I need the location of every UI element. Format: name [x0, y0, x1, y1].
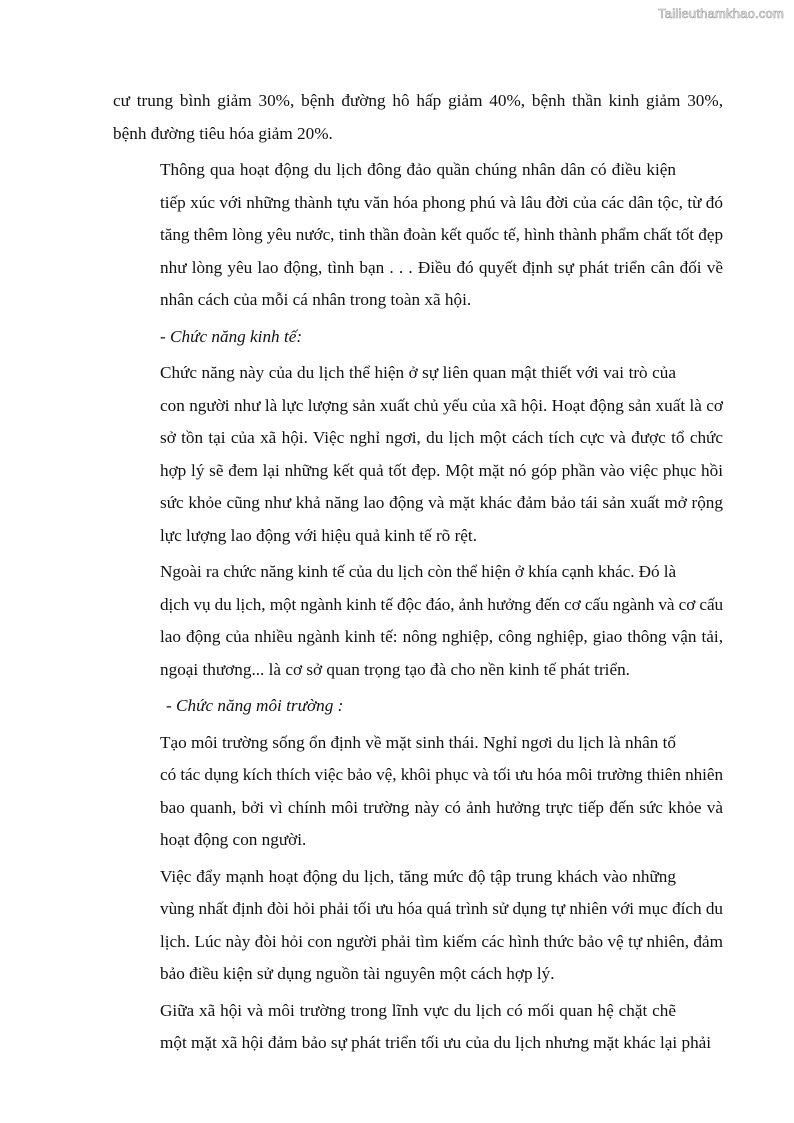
text-line: nhân cách của mỗi cá nhân trong toàn xã hội. — [160, 290, 472, 309]
text-line: - Chức năng môi trường : — [166, 696, 344, 715]
text-line: hoạt động con người. — [160, 830, 307, 849]
text-line: ngoại thương... là cơ sở quan trọng tạo đà cho nền kinh tế phát triển. — [160, 659, 630, 679]
body-paragraph — [113, 556, 723, 686]
text-line: lực lượng lao động với hiệu quả kinh tế rõ rệt. — [160, 525, 477, 545]
text-line: lịch. Lúc này đòi hỏi con người phải tìm kiếm các hình thức bảo vệ tự nhiên, đảm — [160, 931, 723, 951]
body-paragraph — [113, 727, 723, 857]
text-line: bảo điều kiện sử dụng nguồn tài nguyên một cách hợp lý. — [160, 964, 555, 983]
text-line: vùng nhất định đòi hỏi phải tối ưu hóa quá trình sử dụng tự nhiên với mục đích du — [160, 899, 723, 918]
body-paragraph — [113, 861, 723, 991]
text-line: cư trung bình giảm 30%, bệnh đường hô hấp giảm 40%, bệnh thần kinh giảm 30%, — [113, 91, 723, 110]
text-line: dịch vụ du lịch, một ngành kinh tế độc đáo, ảnh hưởng đến cơ cấu ngành và cơ cấu — [160, 594, 723, 614]
text-line: sở tồn tại của xã hội. Việc nghỉ ngơi, du lịch một cách tích cực và được tổ chức — [160, 428, 723, 447]
text-line: Việc đẩy mạnh hoạt động du lịch, tăng mức độ tập trung khách vào những — [160, 866, 676, 886]
text-line: như lòng yêu lao động, tình bạn . . . Điều đó quyết định sự phát triển cân đối về — [160, 257, 723, 277]
text-line: hợp lý sẽ đem lại những kết quả tốt đẹp. Một mặt nó góp phần vào việc phục hồi — [160, 460, 723, 480]
text-line: bao quanh, bởi vì chính môi trường này có ảnh hưởng trực tiếp đến sức khỏe và — [160, 797, 723, 817]
section-heading — [113, 321, 723, 354]
text-line: - Chức năng kinh tế: — [160, 326, 303, 346]
text-line: có tác dụng kích thích việc bảo vệ, khôi phục và tối ưu hóa môi trường thiên nhiên — [160, 765, 723, 784]
text-line: tăng thêm lòng yêu nước, tinh thần đoàn kết quốc tế, hình thành phẩm chất tốt đẹp — [160, 225, 723, 244]
text-line: bệnh đường tiêu hóa giảm 20%. — [113, 123, 333, 143]
text-line: Thông qua hoạt động du lịch đông đảo quần chúng nhân dân có điều kiện — [160, 160, 676, 179]
text-line: Ngoài ra chức năng kinh tế của du lịch còn thể hiện ở khía cạnh khác. Đó là — [160, 562, 676, 581]
document-body — [113, 85, 723, 1064]
body-paragraph — [113, 154, 723, 317]
body-paragraph — [113, 357, 723, 552]
text-line: một mặt xã hội đảm bảo sự phát triển tối ưu của du lịch nhưng mặt khác lại phải — [160, 1033, 712, 1052]
body-paragraph — [113, 85, 723, 150]
section-heading — [113, 690, 723, 723]
text-line: Tạo môi trường sống ổn định về mặt sinh thái. Nghỉ ngơi du lịch là nhân tố — [160, 732, 676, 752]
text-line: sức khỏe cũng như khả năng lao động và mặt khác đảm bảo tái sản xuất mở rộng — [160, 493, 723, 512]
text-line: con người như là lực lượng sản xuất chủ yếu của xã hội. Hoạt động sản xuất là cơ — [160, 395, 723, 415]
body-paragraph — [113, 995, 723, 1060]
text-line: lao động của nhiều ngành kinh tế: nông nghiệp, công nghiệp, giao thông vận tải, — [160, 627, 723, 646]
text-line: Giữa xã hội và môi trường trong lĩnh vực du lịch có mối quan hệ chặt chẽ — [160, 1000, 676, 1020]
text-line: Chức năng này của du lịch thể hiện ở sự liên quan mật thiết với vai trò của — [160, 363, 676, 382]
watermark-text: Tailieuthamkhao.com — [658, 6, 784, 21]
text-line: tiếp xúc với những thành tựu văn hóa phong phú và lâu đời của các dân tộc, từ đó — [160, 192, 723, 212]
